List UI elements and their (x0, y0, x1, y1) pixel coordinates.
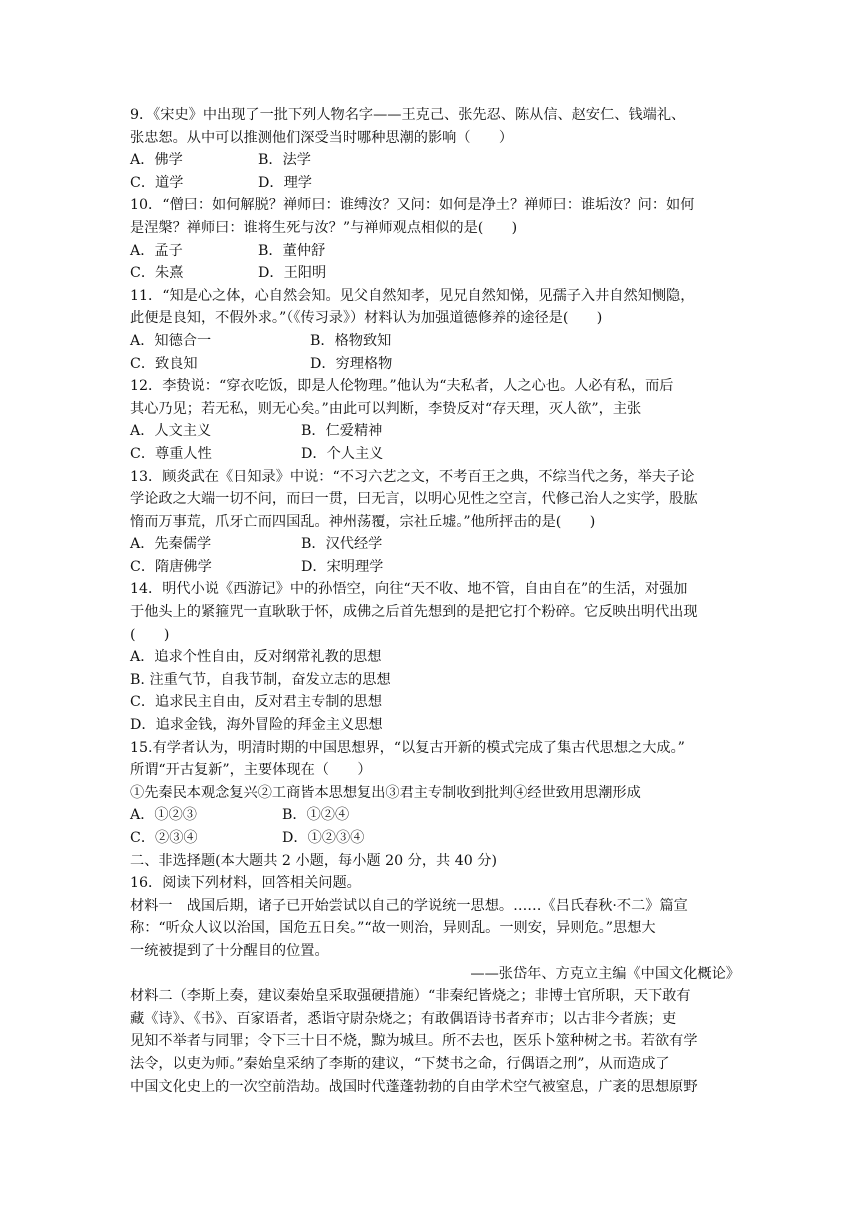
answer-option: D．王阳明 (258, 265, 327, 282)
text-line: 此便是良知，不假外求。”（《传习录》）材料认为加强道德修养的途径是( ) (130, 310, 603, 327)
answer-option: B．仁爱精神 (301, 423, 383, 440)
answer-options-row (130, 533, 740, 556)
text-line: C．追求民主自由，反对君主专制的思想 (130, 694, 383, 711)
answer-option: D．①②③④ (282, 830, 365, 846)
answer-option: A．孟子 (130, 242, 183, 259)
answer-options-row (130, 420, 740, 443)
text-line: 于他头上的紧箍咒一直耿耿于怀，成佛之后首先想到的是把它打个粉碎。它反映出明代出现 (130, 604, 698, 621)
answer-option: A．先秦儒学 (130, 536, 212, 553)
text-line: A．追求个性自由，反对纲常礼教的思想 (130, 649, 382, 666)
text-line: ( ) (130, 626, 170, 643)
text-line: 11．“知是心之体，心自然会知。见父自然知孝，见兄自然知悌，见孺子入井自然知恻隐， (130, 287, 695, 304)
text-line: 12．李贽说：“穿衣吃饭，即是人伦物理。”他认为“夫私者，人之心也。人必有私，而后 (130, 378, 674, 395)
answer-option: C．致良知 (130, 355, 198, 372)
text-line: ①先秦民本观念复兴②工商皆本思想复出③君主专制收到批判④经世致用思潮形成 (130, 784, 641, 801)
text-line: 所谓“开古复新”，主要体现在（ ） (130, 762, 372, 779)
answer-option: A．知德合一 (130, 332, 212, 349)
answer-option: D．个人主义 (301, 445, 384, 462)
text-line: 是涅槃？禅师曰：谁将生死与汝？”与禅师观点相似的是( ) (130, 219, 518, 236)
answer-option: C．朱熹 (130, 265, 184, 282)
text-line: 一统被提到了十分醒目的位置。 (130, 942, 329, 959)
answer-option: A．佛学 (130, 152, 183, 169)
text-line: 13．顾炎武在《日知录》中说：“不习六艺之文，不考百王之典，不综当代之务，举夫子论 (130, 468, 695, 485)
text-line: 二、非选择题(本大题共 2 小题，每小题 20 分，共 40 分) (130, 852, 498, 869)
text-line: 15.有学者认为，明清时期的中国思想界，“以复古开新的模式完成了集古代思想之大成。” (130, 739, 685, 756)
answer-options-row (130, 827, 740, 850)
text-line: 材料二（李斯上奏，建议秦始皇采取强硬措施）“非秦纪皆烧之；非博士官所职，天下敢有 (130, 988, 691, 1005)
answer-options-row (130, 172, 740, 195)
text-line: 14．明代小说《西游记》中的孙悟空，向往“天不收、地不管，自由自在”的生活，对强加 (130, 581, 688, 598)
text-line: 法令，以吏为师。”秦始皇采纳了李斯的建议，“下焚书之命，行偶语之刑”，从而造成了 (130, 1055, 670, 1072)
answer-options-row (130, 556, 740, 579)
answer-options-row (130, 330, 740, 353)
answer-options-row (130, 804, 740, 827)
text-line: 称：“听众人议以治国，国危五日矣。”“故一则治，异则乱。一则安，异则危。”思想大 (130, 920, 656, 937)
answer-option: C．隋唐佛学 (130, 558, 212, 575)
text-line: 10．“僧曰：如何解脱？禅师曰：谁缚汝？又问：如何是净土？禅师曰：谁垢汝？问：如何 (130, 197, 695, 214)
text-line: 藏《诗》、《书》、百家语者，悉诣守尉杂烧之；有敢偶语诗书者弃市；以古非今者族；吏 (130, 1010, 677, 1027)
text-line: B. 注重气节，自我节制，奋发立志的思想 (130, 671, 391, 688)
answer-option: D．穷理格物 (310, 355, 393, 372)
answer-option: A．人文主义 (130, 423, 212, 440)
answer-options-row (130, 240, 740, 263)
text-line: D．追求金钱，海外冒险的拜金主义思想 (130, 717, 383, 734)
exam-content (130, 104, 740, 1098)
answer-option: B．格物致知 (310, 332, 392, 349)
text-line: 学论政之大端一切不问，而曰一贯，曰无言，以明心见性之空言，代修己治人之实学，股肱 (130, 491, 698, 508)
answer-option: B．董仲舒 (258, 242, 326, 259)
text-line: 16．阅读下列材料，回答相关问题。 (130, 875, 361, 892)
answer-option: C．道学 (130, 174, 184, 191)
answer-option: A．①②③ (130, 807, 197, 824)
answer-option: C．尊重人性 (130, 445, 212, 462)
answer-option: B．法学 (258, 152, 311, 169)
text-line: 材料一 战国后期，诸子已开始尝试以自己的学说统一思想。……《吕氏春秋·不二》篇宣 (130, 897, 688, 914)
answer-options-row (130, 353, 740, 376)
answer-option: D．理学 (258, 174, 312, 191)
answer-option: B．①②④ (282, 807, 350, 824)
text-line: 中国文化史上的一次空前浩劫。战国时代蓬蓬勃勃的自由学术空气被窒息，广袤的思想原野 (130, 1078, 698, 1095)
text-line: 9．《宋史》中出现了一批下列人物名字——王克己、张先忍、陈从信、赵安仁、钱端礼、 (130, 107, 686, 123)
text-line: 见知不举者与同罪；令下三十日不烧，黥为城旦。所不去也，医乐卜筮种树之书。若欲有学 (130, 1033, 698, 1050)
text-line: 惰而万事荒，爪牙亡而四国乱。神州荡覆，宗社丘墟。”他所抨击的是( ) (130, 513, 596, 530)
answer-options-row (130, 443, 740, 466)
answer-options-row (130, 262, 740, 285)
text-line: 其心乃见；若无私，则无心矣。”由此可以判断，李贽反对“存天理，灭人欲”，主张 (130, 400, 642, 417)
answer-option: B．汉代经学 (301, 536, 383, 553)
citation-line: ——张岱年、方克立主编《中国文化概论》 (470, 965, 740, 982)
answer-options-row (130, 149, 740, 172)
text-line: 张忠恕。从中可以推测他们深受当时哪种思潮的影响（ ） (130, 129, 514, 146)
answer-option: D．宋明理学 (301, 558, 384, 575)
answer-option: C．②③④ (130, 830, 198, 846)
